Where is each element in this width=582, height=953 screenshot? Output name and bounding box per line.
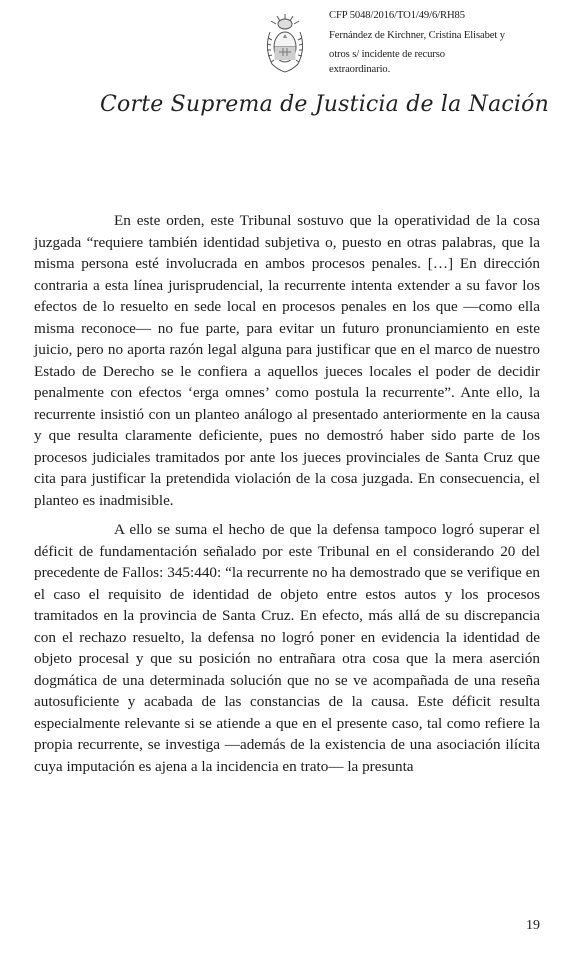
case-reference — [329, 6, 574, 76]
coat-of-arms-icon — [262, 12, 308, 74]
case-number: CFP 5048/2016/TO1/49/6/RH85 — [329, 10, 465, 21]
case-caption-line: extraordinario. — [329, 64, 391, 76]
document-body — [34, 210, 540, 777]
paragraph: A ello se suma el hecho de que la defensa tampoco logró superar el déficit de fundamentación señalado por este Tribunal en el considerando 20 del precedente de Fallos: 345:440: “la recurrente no ha demostrado que se verifique en el caso el requisito de identidad de objeto entre estos autos y los procesos tramitados en la provincia de Santa Cruz. En efecto, más allá de su discrepancia con el rechazo resuelto, la defensa no logró poner en evidencia la identidad de objeto procesal y que su posición no entrañara otra cosa que la mera aserción dogmática de una determinada solución que no se ve acompañada de una reseña autosuficiente y acabada de las constancias de la causa. Este déficit resulta especialmente relevante si se atiende a que en el presente caso, tal como refiere la propia recurrente, se investiga —además de la existencia de una asociación ilícita cuya imputación es ajena a la incidencia en trato— la presunta — [34, 521, 540, 775]
court-name: Corte Suprema de Justicia de la Nación — [100, 92, 549, 117]
paragraph: En este orden, este Tribunal sostuvo que la operatividad de la cosa juzgada “requiere también identidad subjetiva o, puesto en otras palabras, que la misma persona esté involucrada en ambos procesos penales. […] En dirección contraria a esta línea jurisprudencial, la recurrente intenta extender a su favor los efectos de lo resuelto en sede local en procesos penales en los que —como ella misma reconoce— no fue parte, para evitar un futuro pronunciamiento en este juicio, pero no aporta razón legal alguna para justificar que en el marco de nuestro Estado de Derecho se le confiera a aquellos jueces locales el poder de decidir penalmente con efectos ‘erga omnes’ como postula la recurrente”. Ante ello, la recurrente insistió con un planteo análogo al presentado anteriormente en la causa y que resulta claramente deficiente, pues no demostró haber sido parte de los procesos judiciales tramitados por ante los jueces provinciales de Santa Cruz que cita para justificar la pretendida violación de la cosa juzgada. En consecuencia, el planteo es inadmisible. — [34, 212, 540, 509]
case-parties: Fernández de Kirchner, Cristina Elisabet y — [329, 29, 505, 41]
page-number: 19 — [526, 918, 540, 933]
case-caption-line: otros s/ incidente de recurso — [329, 49, 445, 61]
